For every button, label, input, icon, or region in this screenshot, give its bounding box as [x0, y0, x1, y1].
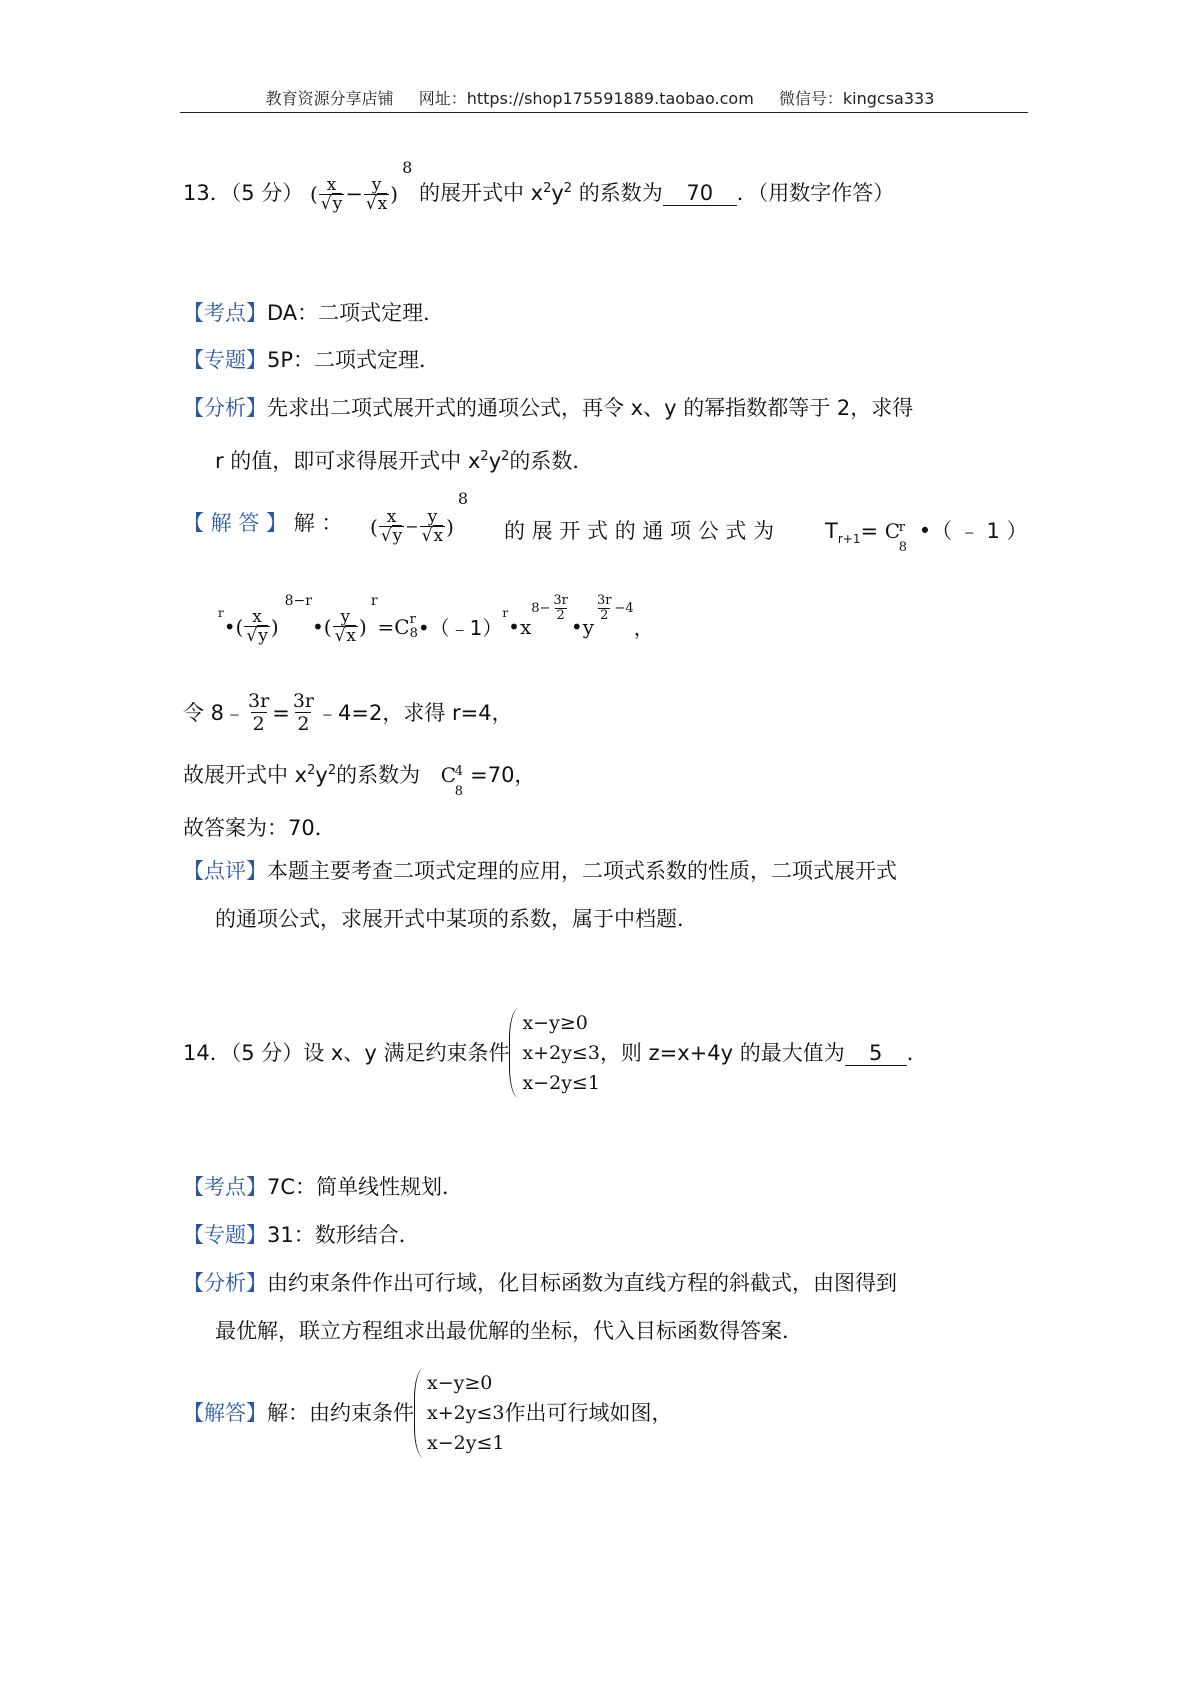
q13-fenxi-sup2: 2 — [501, 449, 510, 464]
q13-zhuanti — [183, 345, 440, 375]
q14-answer-blank: 5 — [845, 1041, 907, 1066]
q13-dianping-2: 的通项公式，求展开式中某项的系数，属于中档题． — [215, 907, 698, 931]
q13-sup1: 2 — [543, 181, 552, 196]
q14-jieda-constraint-1: x−y≥0 — [427, 1372, 493, 1394]
q14-constraint-2: x+2y≤3 — [522, 1042, 600, 1064]
q13-fenxi-tag: 【分析】 — [183, 396, 267, 420]
q13-stem — [183, 158, 895, 214]
header-url: 网址：https://shop175591889.taobao.com — [418, 89, 754, 108]
q13-zhuanti-text: 5P：二项式定理． — [267, 348, 441, 372]
q13-gu-sup2: 2 — [327, 763, 337, 778]
q13-fenxi-2b: y — [488, 449, 502, 473]
q14-stem — [183, 1008, 928, 1098]
q14-jieda-constraint-2: x+2y≤3 — [427, 1402, 505, 1424]
q13-answer-blank: 70 — [663, 181, 737, 206]
q14-kaodian-text: 7C：简单线性规划． — [267, 1175, 464, 1199]
header-wechat: 微信号：kingcsa333 — [778, 89, 935, 108]
q14-fenxi — [183, 1268, 897, 1298]
q14-zhuanti-text: 31：数形结合． — [267, 1223, 420, 1247]
brace-icon — [414, 1368, 425, 1458]
q14-fenxi-line1: 由约束条件作出可行域，化目标函数为直线方程的斜截式，由图得到 — [267, 1271, 897, 1295]
q14-constraint-1: x−y≥0 — [522, 1012, 588, 1034]
q13-dianping-line1: 本题主要考查二项式定理的应用，二项式系数的性质，二项式展开式 — [267, 859, 897, 883]
q13-dianping-tag: 【点评】 — [183, 859, 267, 883]
q13-line2-end: ， — [633, 616, 654, 640]
q13-fenxi-line2 — [215, 442, 593, 476]
q13-fenxi-2a: r 的值，即可求得展开式中 x — [215, 449, 481, 473]
q13-zhuanti-tag: 【专题】 — [183, 348, 267, 372]
q13-gu2: 故答案为：70． — [183, 816, 336, 840]
q13-jieda-exponent: 8 — [457, 489, 469, 508]
q13-fenxi-2c: 的系数． — [509, 449, 594, 473]
q14-number: 14．（5 分）设 x、y 满足约束条件 — [183, 1041, 510, 1065]
q13-kaodian — [183, 298, 444, 328]
q13-text2: y — [551, 181, 564, 205]
q13-dot-neg1: •（ ﹣ 1 ） — [918, 519, 1028, 543]
q13-text1: 的展开式中 x — [418, 181, 544, 205]
q13-jieda-tag: 【 解 答 】 — [183, 511, 288, 535]
q14-constraint-3: x−2y≤1 — [522, 1072, 600, 1094]
q13-gu-line1 — [183, 756, 536, 799]
q14-jieda — [183, 1368, 672, 1458]
q13-jieda-line1b — [504, 516, 774, 546]
q13-fenxi-sup1: 2 — [480, 449, 489, 464]
q13-text4: ．（用数字作答） — [736, 181, 895, 205]
q13-term-eq: = — [860, 519, 879, 543]
q13-fenxi-line1: 先求出二项式展开式的通项公式，再令 x、y 的幂指数都等于 2，求得 — [267, 396, 914, 420]
header-divider — [180, 112, 1028, 113]
q13-gu1a: 故展开式中 x — [183, 763, 308, 787]
q13-text3: 的系数为 — [578, 181, 663, 205]
q14-zhuanti — [183, 1220, 420, 1250]
q13-exponent: 8 — [402, 158, 413, 177]
q13-gu-line2 — [183, 813, 336, 843]
q14-jieda-constraint-3: x−2y≤1 — [427, 1432, 505, 1454]
q13-gu1c: 的系数为 — [336, 763, 421, 787]
header-shop: 教育资源分享店铺 — [265, 89, 394, 108]
q13-gu1d: =70， — [470, 763, 536, 787]
q13-term-t: T — [825, 519, 838, 543]
q14-fenxi-2: 最优解，联立方程组求出最优解的坐标，代入目标函数得答案． — [215, 1319, 803, 1343]
q13-term-sub: r+1 — [837, 532, 861, 547]
q13-number: 13．（5 分） — [183, 181, 304, 205]
q14-text1: ，则 z=x+4y 的最大值为 — [599, 1041, 845, 1065]
q13-kaodian-text: DA：二项式定理． — [267, 301, 445, 325]
q13-kaodian-tag: 【考点】 — [183, 301, 267, 325]
q14-jieda-text1: 解：由约束条件 — [267, 1401, 414, 1425]
q14-kaodian-tag: 【考点】 — [183, 1175, 267, 1199]
q14-constraint-system — [509, 1008, 599, 1098]
q13-dianping-line2 — [215, 904, 698, 934]
q13-jieda-formula-desc: 的 展 开 式 的 通 项 公 式 为 — [504, 519, 775, 543]
q13-jieda-line1 — [183, 508, 352, 538]
page-header — [0, 86, 1200, 109]
q13-dianping — [183, 856, 897, 886]
q13-jieda-formula1: ( $\frac{x}{√y}$ − $\frac{y}{√x}$ ) 8 — [370, 489, 469, 546]
q13-ling-mid: ﹣4=2，求得 r=4， — [317, 700, 513, 725]
q13-sup2: 2 — [563, 181, 573, 196]
q13-jieda-intro: 解 ： — [293, 511, 343, 535]
brace-icon — [509, 1008, 520, 1098]
q13-ling: 令 8﹣ — [183, 700, 246, 725]
q14-jieda-text2: 作出可行域如图， — [504, 1401, 673, 1425]
q13-gu1b: y — [315, 763, 328, 787]
q13-jieda-term — [825, 516, 1028, 554]
q13-jieda-line2: r • ( $\frac{x}{√y}$ ) 8−r • ( $\frac{y}{√x}$ ) r =C r 8 •（﹣1） r • x 8− $\frac{3r}{2}$ • y $\frac{3r}{2}$ −4 ， — [218, 592, 654, 646]
q14-text2: ． — [906, 1041, 928, 1065]
q13-gu-sup1: 2 — [307, 763, 316, 778]
q13-binom-c-1: C r 8 — [884, 519, 908, 555]
q13-ling-line: 令 8﹣ $\frac{3r}{2}$ = $\frac{3r}{2}$ ﹣4=2，求得 r=4， — [183, 690, 513, 735]
q13-fenxi — [183, 393, 913, 423]
q14-fenxi-tag: 【分析】 — [183, 1271, 267, 1295]
q14-zhuanti-tag: 【专题】 — [183, 1223, 267, 1247]
q13-binom-c-2: C 4 8 — [440, 763, 464, 799]
q13-formula: ( $\frac{x}{√y}$ − $\frac{y}{√x}$ ) 8 — [310, 176, 412, 213]
q14-jieda-constraint-system — [414, 1368, 504, 1458]
q14-jieda-tag: 【解答】 — [183, 1401, 267, 1425]
q14-kaodian — [183, 1172, 463, 1202]
q14-fenxi-line2 — [215, 1316, 803, 1346]
